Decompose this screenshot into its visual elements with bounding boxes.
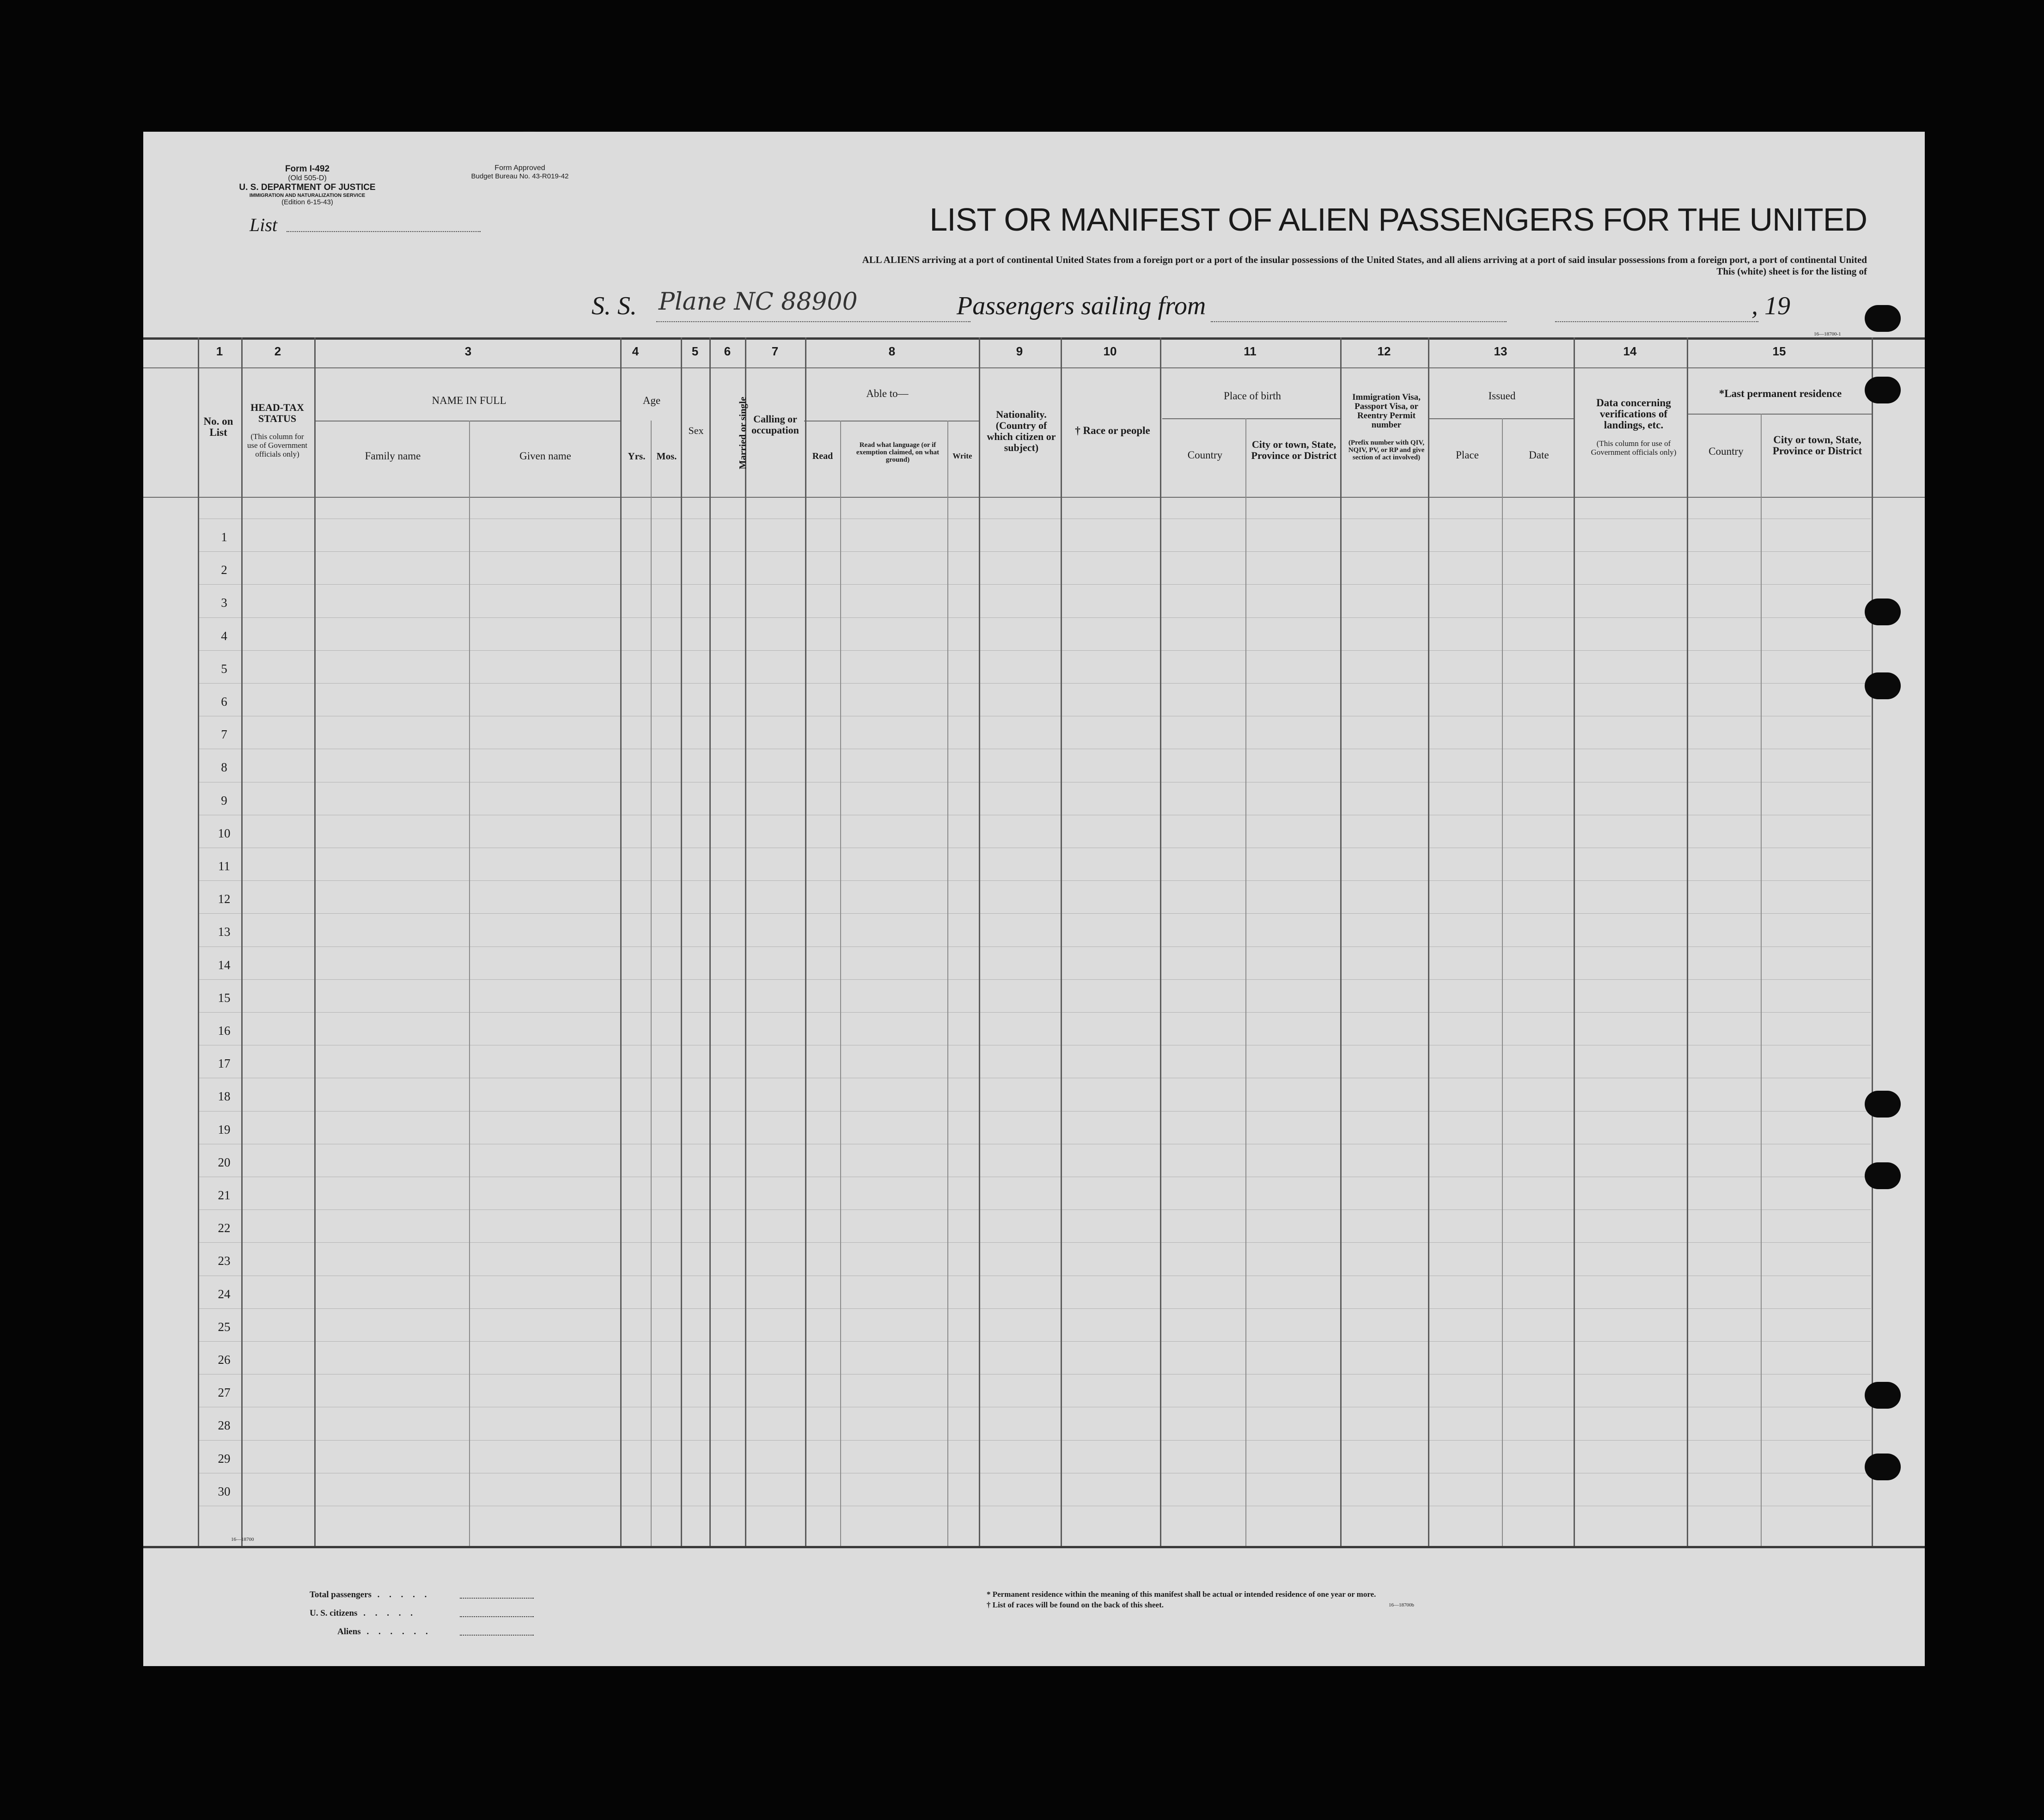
hdr-read: Read bbox=[812, 451, 833, 461]
column-number: 2 bbox=[274, 344, 281, 358]
column-number: 11 bbox=[1244, 344, 1257, 358]
grid-hline bbox=[143, 497, 1925, 498]
manifest-sheet bbox=[143, 132, 1925, 1666]
manifest-title: LIST OR MANIFEST OF ALIEN PASSENGERS FOR THE UNITED bbox=[929, 202, 1867, 238]
row-number: 16 bbox=[218, 1024, 231, 1038]
hdr-lr-country: Country bbox=[1708, 446, 1744, 457]
row-number: 10 bbox=[218, 826, 231, 840]
grid-hline bbox=[143, 367, 1925, 368]
grid-vline bbox=[840, 421, 841, 1546]
year-prefix: , 19 bbox=[1751, 292, 1790, 320]
aliens-dots: . . . . . . bbox=[360, 1627, 432, 1637]
grid-hline bbox=[198, 650, 1871, 651]
column-number: 6 bbox=[724, 344, 731, 358]
grid-vline bbox=[469, 421, 470, 1546]
row-number: 23 bbox=[218, 1254, 231, 1268]
footnote-code: 16—18700b bbox=[1389, 1602, 1414, 1608]
row-number: 7 bbox=[221, 727, 227, 741]
grid-hline bbox=[198, 1341, 1871, 1342]
row-number: 4 bbox=[221, 629, 227, 643]
total-passengers-line bbox=[460, 1598, 534, 1599]
grid-vline bbox=[1687, 337, 1688, 1546]
hdr-mos: Mos. bbox=[656, 451, 677, 462]
grid-hline bbox=[1428, 418, 1574, 419]
row-number: 8 bbox=[221, 760, 227, 774]
binder-hole bbox=[1865, 377, 1901, 403]
service: IMMIGRATION AND NATURALIZATION SERVICE bbox=[249, 193, 366, 198]
form-old-number: (Old 505-D) bbox=[288, 174, 327, 182]
row-number: 5 bbox=[221, 662, 227, 676]
row-number: 26 bbox=[218, 1353, 231, 1367]
row-number: 20 bbox=[218, 1155, 231, 1169]
row-number: 2 bbox=[221, 563, 227, 577]
grid-hline bbox=[198, 979, 1871, 980]
grid-hline bbox=[198, 1308, 1871, 1309]
row-number: 9 bbox=[221, 794, 227, 807]
us-citizens-dots: . . . . . bbox=[357, 1608, 416, 1618]
hdr-data-landing-note: (This column for use of Government officials only) bbox=[1591, 439, 1677, 457]
grid-vline bbox=[651, 421, 652, 1546]
grid-hline bbox=[143, 1546, 1925, 1548]
aliens-line bbox=[460, 1635, 534, 1636]
aliens-text: Aliens bbox=[337, 1627, 361, 1637]
grid-vline bbox=[805, 337, 806, 1546]
hdr-write: Write bbox=[952, 452, 972, 460]
budget-bureau: Budget Bureau No. 43-R019-42 bbox=[471, 172, 569, 180]
column-number: 15 bbox=[1772, 344, 1786, 358]
footnote-races: † List of races will be found on the back of this sheet. bbox=[987, 1600, 1164, 1609]
column-number: 14 bbox=[1623, 344, 1637, 358]
column-number: 9 bbox=[1016, 344, 1023, 358]
column-number: 3 bbox=[464, 344, 472, 358]
grid-hline bbox=[198, 1012, 1871, 1013]
manifest-grid bbox=[143, 132, 1925, 1666]
row-number: 30 bbox=[218, 1484, 231, 1498]
hdr-name-in-full: NAME IN FULL bbox=[432, 395, 506, 406]
grid-hline bbox=[1162, 418, 1340, 419]
column-number: 7 bbox=[771, 344, 779, 358]
grid-vline bbox=[681, 337, 682, 1546]
sailing-from-label: Passengers sailing from bbox=[957, 292, 1206, 320]
manifest-subtitle-1: ALL ALIENS arriving at a port of continental United States from a foreign port or a port of the insular possessions of the United States, and all aliens arriving at a port of said insular possessions from a foreign port, a port of continental United bbox=[862, 254, 1867, 265]
grid-hline bbox=[198, 617, 1871, 618]
binder-hole bbox=[1865, 672, 1901, 699]
binder-hole bbox=[1865, 305, 1901, 332]
column-number: 4 bbox=[632, 344, 639, 358]
column-number: 8 bbox=[888, 344, 896, 358]
hdr-sex: Sex bbox=[688, 425, 704, 436]
grid-hline bbox=[198, 584, 1871, 585]
hdr-visa: Immigration Visa, Passport Visa, or Reentry Permit number bbox=[1352, 392, 1421, 430]
form-number: Form I-492 bbox=[285, 164, 330, 174]
column-number: 13 bbox=[1494, 344, 1507, 358]
row-number: 12 bbox=[218, 892, 231, 906]
binder-hole bbox=[1865, 1162, 1901, 1189]
hdr-calling: Calling or occupation bbox=[751, 413, 799, 436]
grid-vline bbox=[620, 337, 622, 1546]
grid-hline bbox=[198, 880, 1871, 881]
grid-vline bbox=[709, 337, 711, 1546]
row-number: 29 bbox=[218, 1452, 231, 1466]
grid-hline bbox=[143, 337, 1925, 340]
grid-vline bbox=[1502, 418, 1503, 1546]
manifest-subtitle-2: This (white) sheet is for the listing of bbox=[1716, 266, 1867, 277]
grid-vline bbox=[1574, 337, 1575, 1546]
grid-vline bbox=[1340, 337, 1342, 1546]
hdr-yrs: Yrs. bbox=[628, 451, 646, 462]
hdr-data-landing: Data concerning verifications of landings, etc. bbox=[1596, 397, 1671, 431]
row-number: 6 bbox=[221, 695, 227, 708]
hdr-able-to: Able to— bbox=[866, 388, 909, 399]
row-number: 11 bbox=[218, 859, 230, 873]
hdr-issued-place: Place bbox=[1456, 449, 1479, 461]
column-number: 1 bbox=[216, 344, 223, 358]
row-number: 1 bbox=[221, 530, 227, 544]
row-number: 24 bbox=[218, 1287, 231, 1301]
grid-hline bbox=[198, 1111, 1871, 1112]
column-number: 10 bbox=[1103, 344, 1117, 358]
row-number: 17 bbox=[218, 1057, 231, 1070]
grid-hline bbox=[198, 1242, 1871, 1243]
edition: (Edition 6-15-43) bbox=[281, 198, 333, 206]
hdr-visa-note: (Prefix number with QIV, NQIV, PV, or RP and give section of act involved) bbox=[1348, 439, 1425, 461]
hdr-race: † Race or people bbox=[1075, 425, 1150, 436]
row-number: 19 bbox=[218, 1123, 231, 1136]
grid-vline bbox=[1245, 418, 1246, 1546]
grid-hline bbox=[198, 1440, 1871, 1441]
column-number: 12 bbox=[1377, 344, 1391, 358]
row-number: 3 bbox=[221, 596, 227, 610]
grid-hline bbox=[198, 913, 1871, 914]
hdr-place-of-birth: Place of birth bbox=[1224, 390, 1281, 402]
hdr-last-residence: *Last permanent residence bbox=[1719, 388, 1842, 399]
grid-vline bbox=[1761, 414, 1762, 1546]
grid-vline bbox=[198, 337, 199, 1546]
grid-vline bbox=[314, 337, 316, 1546]
total-passengers-label bbox=[310, 1590, 430, 1600]
binder-hole bbox=[1865, 1382, 1901, 1409]
hdr-age: Age bbox=[642, 395, 661, 406]
column-number: 5 bbox=[691, 344, 699, 358]
footnote-permanent: * Permanent residence within the meaning of this manifest shall be actual or intended residence of one year or more. bbox=[987, 1590, 1376, 1599]
row-number: 25 bbox=[218, 1320, 231, 1334]
hdr-family-name: Family name bbox=[365, 450, 421, 462]
hdr-lr-city: City or town, State, Province or District bbox=[1772, 434, 1862, 457]
grid-hline bbox=[198, 551, 1871, 552]
hdr-married-single: Married or single bbox=[737, 397, 748, 470]
hdr-head-tax: HEAD-TAX STATUS bbox=[250, 402, 304, 424]
list-label: List bbox=[250, 214, 278, 235]
us-citizens-text: U. S. citizens bbox=[310, 1608, 358, 1618]
grid-vline bbox=[1428, 337, 1429, 1546]
hdr-no-on-list: No. on List bbox=[203, 415, 233, 438]
grid-vline bbox=[979, 337, 980, 1546]
row-number: 18 bbox=[218, 1089, 231, 1103]
hdr-pob-country: Country bbox=[1187, 449, 1223, 461]
department: U. S. DEPARTMENT OF JUSTICE bbox=[239, 183, 376, 192]
binder-hole bbox=[1865, 1454, 1901, 1480]
row-number: 28 bbox=[218, 1418, 231, 1432]
grid-vline bbox=[1872, 337, 1873, 1546]
form-approved: Form Approved bbox=[494, 164, 545, 172]
row-number: 13 bbox=[218, 925, 231, 939]
grid-hline bbox=[198, 1209, 1871, 1210]
row-number: 22 bbox=[218, 1221, 231, 1235]
hdr-issued: Issued bbox=[1488, 390, 1516, 402]
grid-vline bbox=[947, 421, 948, 1546]
grid-hline bbox=[198, 683, 1871, 684]
binder-hole bbox=[1865, 1091, 1901, 1118]
us-citizens-line bbox=[460, 1616, 534, 1617]
row-number: 27 bbox=[218, 1386, 231, 1399]
aliens-label bbox=[337, 1627, 432, 1637]
hdr-issued-date: Date bbox=[1529, 449, 1549, 461]
hdr-given-name: Given name bbox=[519, 450, 571, 462]
total-passengers-dots: . . . . . bbox=[371, 1590, 431, 1600]
row-number: 14 bbox=[218, 958, 231, 972]
binder-hole bbox=[1865, 599, 1901, 625]
bottom-code: 16—18700 bbox=[231, 1537, 254, 1542]
hdr-read-language: Read what language (or if exemption claimed, on what ground) bbox=[856, 441, 940, 464]
total-passengers-text: Total passengers bbox=[310, 1590, 372, 1600]
row-number: 21 bbox=[218, 1188, 231, 1202]
corner-code: 16—18700-1 bbox=[1814, 331, 1841, 337]
us-citizens-label bbox=[310, 1608, 416, 1618]
ship-name-handwritten: Plane NC 88900 bbox=[659, 288, 858, 316]
row-number: 15 bbox=[218, 991, 231, 1005]
grid-vline bbox=[1160, 337, 1161, 1546]
grid-vline bbox=[745, 337, 746, 1546]
hdr-head-tax-note: (This column for use of Government officials only) bbox=[247, 432, 308, 458]
grid-hline bbox=[1687, 414, 1872, 415]
hdr-nationality: Nationality. (Country of which citizen or subject) bbox=[987, 409, 1056, 453]
ship-prefix: S. S. bbox=[592, 292, 637, 320]
grid-vline bbox=[1061, 337, 1062, 1546]
hdr-pob-city: City or town, State, Province or District bbox=[1251, 439, 1337, 461]
